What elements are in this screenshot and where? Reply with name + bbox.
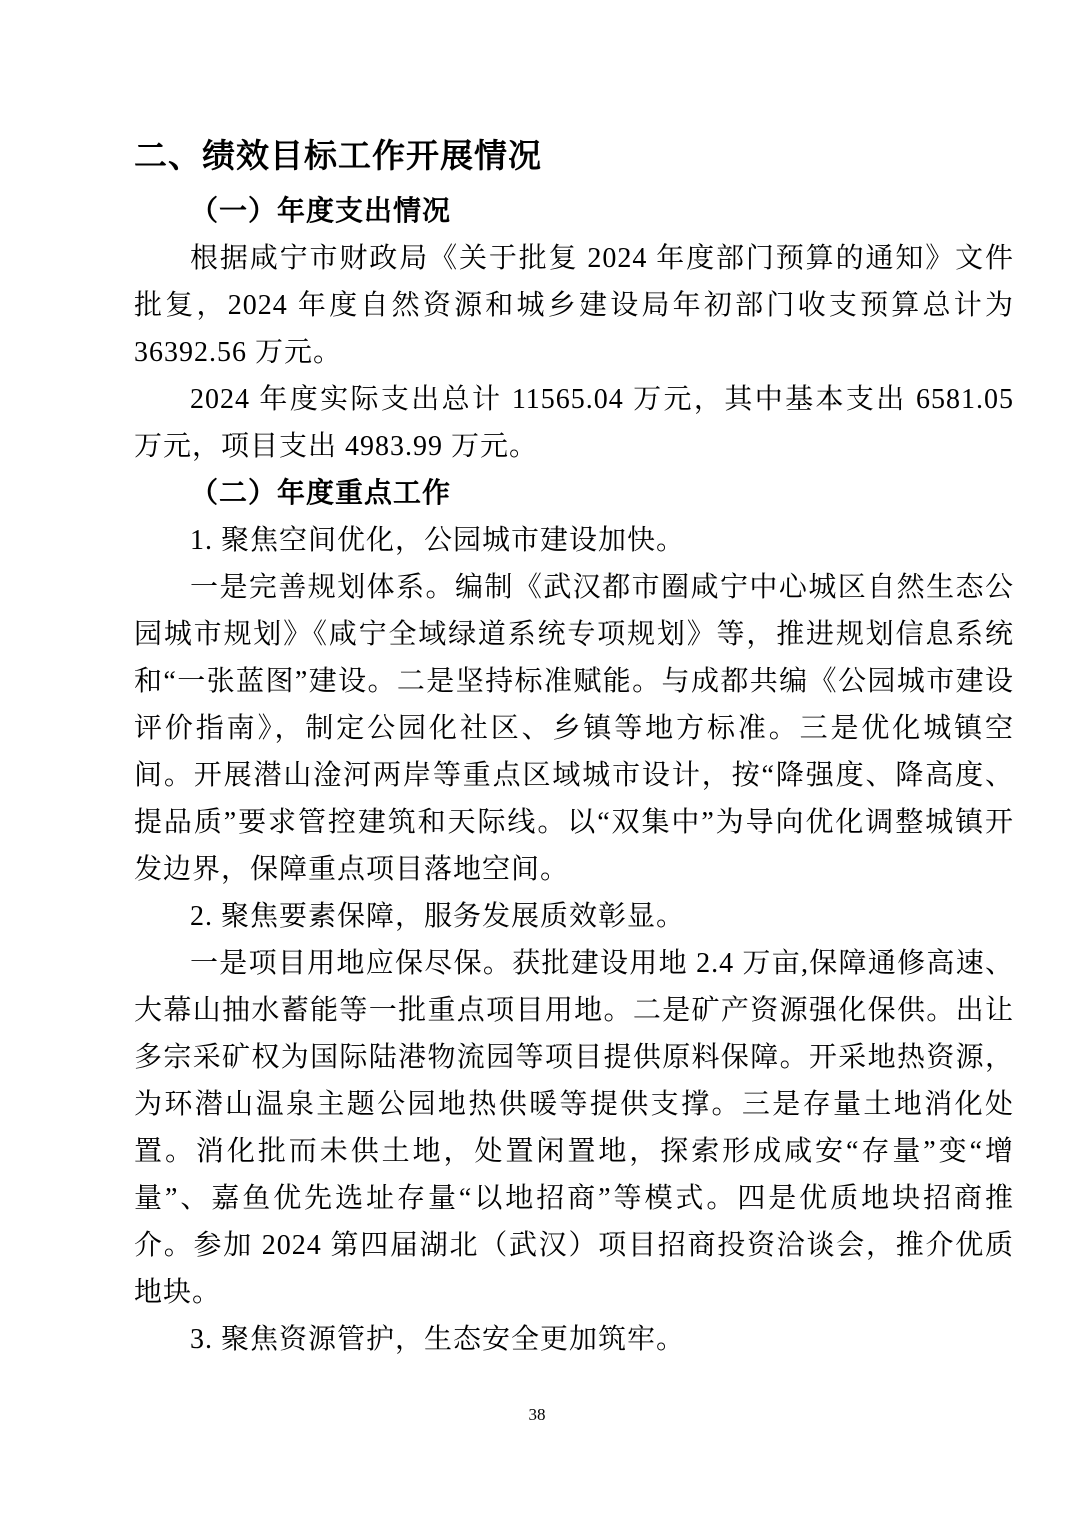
subsection-heading-annual-key-work: （二）年度重点工作 [190,478,452,509]
paragraph-item1-details-planning-system: 一是完善规划体系。编制《武汉都市圈咸宁中心城区自然生态公园城市规划》《咸宁全域绿道系统专项规划》等，推进规划信息系统和“一张蓝图”建设。二是坚持标准赋能。与成都共编《公园城市建设评价指南》，制定公园化社区、乡镇等地方标准。三是优化城镇空间。开展潜山淦河两岸等重点区域城市设计，按“降强度、降高度、提品质”要求管控建筑和天际线。以“双集中”为导向优化调整城镇开发边界，保障重点项目落地空间。 [134,572,1014,885]
page-number: 38 [528,1405,546,1424]
subsection-heading-annual-expenditure: （一）年度支出情况 [190,196,452,227]
paragraph-actual-expenditure: 2024 年度实际支出总计 11565.04 万元，其中基本支出 6581.05 万元，项目支出 4983.99 万元。 [134,384,1014,462]
section-heading-performance-targets: 二、绩效目标工作开展情况 [134,137,542,174]
paragraph-item2-details-land-supply: 一是项目用地应保尽保。获批建设用地 2.4 万亩,保障通修高速、大幕山抽水蓄能等一批重点项目用地。二是矿产资源强化保供。出让多宗采矿权为国际陆港物流园等项目提供原料保障。开采地热资源，为环潜山温泉主题公园地热供暖等提供支撑。三是存量土地消化处置。消化批而未供土地，处置闲置地，探索形成咸安“存量”变“增量”、嘉鱼优先选址存量“以地招商”等模式。四是优质地块招商推介。参加 2024 第四届湖北（武汉）项目招商投资洽谈会，推介优质地块。 [134,948,1014,1308]
paragraph-item1-heading-space-optimization: 1. 聚焦空间优化，公园城市建设加快。 [190,525,686,556]
paragraph-item2-heading-factor-guarantee: 2. 聚焦要素保障，服务发展质效彰显。 [190,901,686,932]
paragraph-item3-heading-resource-protection: 3. 聚焦资源管护，生态安全更加筑牢。 [190,1324,686,1355]
paragraph-budget-approval: 根据咸宁市财政局《关于批复 2024 年度部门预算的通知》文件批复，2024 年度自然资源和城乡建设局年初部门收支预算总计为 36392.56 万元。 [134,243,1014,368]
